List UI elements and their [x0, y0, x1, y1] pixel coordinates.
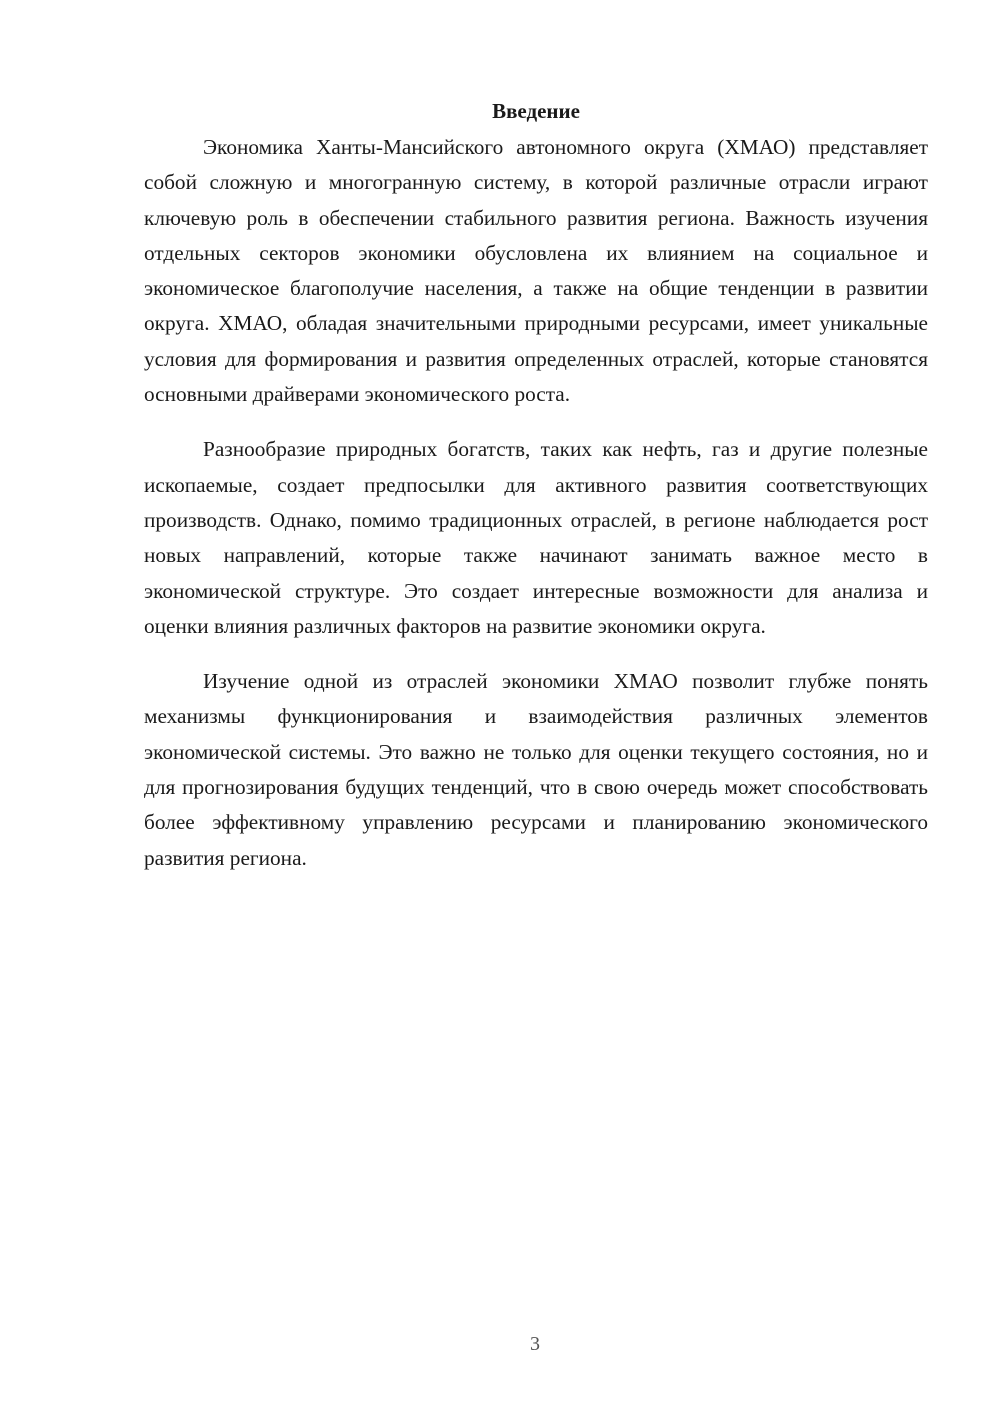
section-title: Введение: [492, 99, 580, 123]
paragraph-3: Изучение одной из отраслей экономики ХМАО позволит глубже понять механизмы функционирования и взаимодействия различных элементов экономической системы. Это важно не только для оценки текущего состояния, но и для прогнозирования будущих тенденций, что в свою очередь может способствовать более эффективному управлению ресурсами и планированию экономического развития региона.: [144, 669, 928, 870]
paragraph-1: Экономика Ханты-Мансийского автономного округа (ХМАО) представляет собой сложную и многогранную систему, в которой различные отрасли играют ключевую роль в обеспечении стабильного развития региона. Важность изучения отдельных секторов экономики обусловлена их влиянием на социальное и экономическое благополучие населения, а также на общие тенденции в развитии округа. ХМАО, обладая значительными природными ресурсами, имеет уникальные условия для формирования и развития определенных отраслей, которые становятся основными драйверами экономического роста.: [144, 135, 928, 407]
page-number: 3: [530, 1333, 540, 1355]
paragraph-2: Разнообразие природных богатств, таких как нефть, газ и другие полезные ископаемые, создает предпосылки для активного развития соответствующих производств. Однако, помимо традиционных отраслей, в регионе наблюдается рост новых направлений, которые также начинают занимать важное место в экономической структуре. Это создает интересные возможности для анализа и оценки влияния различных факторов на развитие экономики округа.: [144, 437, 928, 638]
page-content: [144, 96, 928, 896]
